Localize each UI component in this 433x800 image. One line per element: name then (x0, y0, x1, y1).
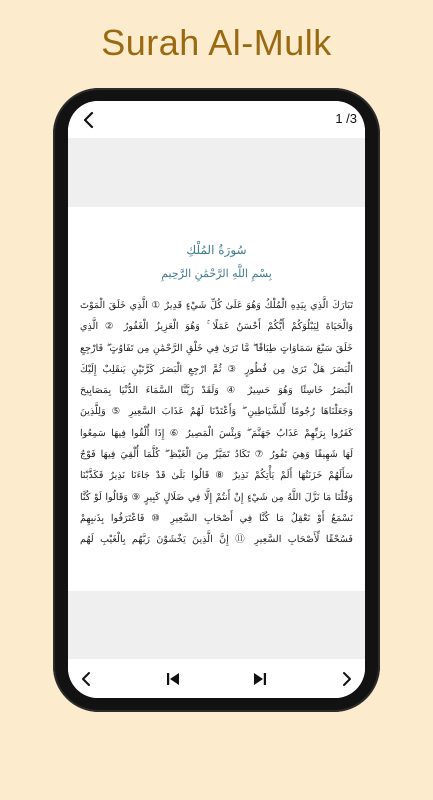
verse-line: وَجَعَلْنَاهَا رُجُومًا لِّلشَّيَاطِينِ ۖ وَأَعْتَدْنَا لَهُمْ عَذَابَ السَّعِيرِ ⑤ وَلِلَّذِينَ (80, 406, 353, 418)
promo-title: Surah Al-Mulk (101, 22, 332, 63)
app-screen (68, 101, 365, 698)
skip-next-icon (250, 669, 270, 689)
verse-line: نَسْمَعُ أَوْ نَعْقِلُ مَا كُنَّا فِي أَصْحَابِ السَّعِيرِ ⑩ فَاعْتَرَفُوا بِذَنبِهِمْ (80, 512, 353, 524)
page-margin-bottom (68, 591, 365, 659)
mushaf-page (68, 207, 365, 591)
page-indicator: 1 /3 (335, 111, 357, 126)
verse-line: الْبَصَرَ هَلْ تَرَىٰ مِن فُطُورٍ ③ ثُمَّ ارْجِعِ الْبَصَرَ كَرَّتَيْنِ يَنقَلِبْ إِلَيْكَ (80, 363, 353, 375)
chevron-left-icon (78, 109, 100, 131)
verse-line: الْبَصَرُ خَاسِئًا وَهُوَ حَسِيرٌ ④ وَلَقَدْ زَيَّنَّا السَّمَاءَ الدُّنْيَا بِمَصَابِيحَ (80, 385, 353, 397)
basmala: بِسْمِ اللَّهِ الرَّحْمَٰنِ الرَّحِيمِ (161, 267, 272, 280)
verse-line: سَأَلَهُمْ خَزَنَتُهَا أَلَمْ يَأْتِكُمْ نَذِيرٌ ⑧ قَالُوا بَلَىٰ قَدْ جَاءَنَا نَذِيرٌ فَكَذَّبْنَا (80, 470, 353, 482)
verse-line: كَفَرُوا بِرَبِّهِمْ عَذَابُ جَهَنَّمَ ۖ وَبِئْسَ الْمَصِيرُ ⑥ إِذَا أُلْقُوا فِيهَا سَمِعُوا (80, 427, 353, 439)
next-page-button[interactable] (337, 669, 357, 689)
back-button[interactable] (78, 109, 100, 131)
verse-line: تَبَارَكَ الَّذِي بِيَدِهِ الْمُلْكُ وَهُوَ عَلَىٰ كُلِّ شَيْءٍ قَدِيرٌ ① الَّذِي خَلَقَ الْمَوْتَ (80, 300, 353, 311)
verse-line: وَالْحَيَاةَ لِيَبْلُوَكُمْ أَيُّكُمْ أَحْسَنُ عَمَلًا ۚ وَهُوَ الْعَزِيزُ الْغَفُورُ ② الَّذِي (80, 321, 353, 333)
chevron-right-icon (337, 669, 357, 689)
first-page-button[interactable] (163, 669, 183, 689)
verse-line: لَهَا شَهِيقًا وَهِيَ تَفُورُ ⑦ تَكَادُ تَمَيَّزُ مِنَ الْغَيْظِ ۖ كُلَّمَا أُلْقِيَ فِيهَا فَوْجٌ (80, 449, 353, 461)
last-page-button[interactable] (250, 669, 270, 689)
skip-previous-icon (163, 669, 183, 689)
verse-line: خَلَقَ سَبْعَ سَمَاوَاتٍ طِبَاقًا ۖ مَّا تَرَىٰ فِي خَلْقِ الرَّحْمَٰنِ مِن تَفَاوُتٍ ۖ فَارْجِعِ (80, 342, 353, 354)
bottom-nav-bar (68, 659, 365, 698)
verse-line: وَقُلْنَا مَا نَزَّلَ اللَّهُ مِن شَيْءٍ إِنْ أَنتُمْ إِلَّا فِي ضَلَالٍ كَبِيرٍ ⑨ وَقَالُوا لَوْ كُنَّا (80, 491, 353, 503)
previous-page-button[interactable] (76, 669, 96, 689)
page-margin-top (68, 138, 365, 207)
verse-line: فَسُحْقًا لِّأَصْحَابِ السَّعِيرِ ⑪ إِنَّ الَّذِينَ يَخْشَوْنَ رَبَّهُم بِالْغَيْبِ لَهُم (80, 534, 353, 546)
chevron-left-icon (76, 669, 96, 689)
surah-header: سُورَةُ المُلْكِ (186, 243, 247, 257)
verse-text (80, 295, 353, 551)
top-bar (68, 101, 365, 138)
